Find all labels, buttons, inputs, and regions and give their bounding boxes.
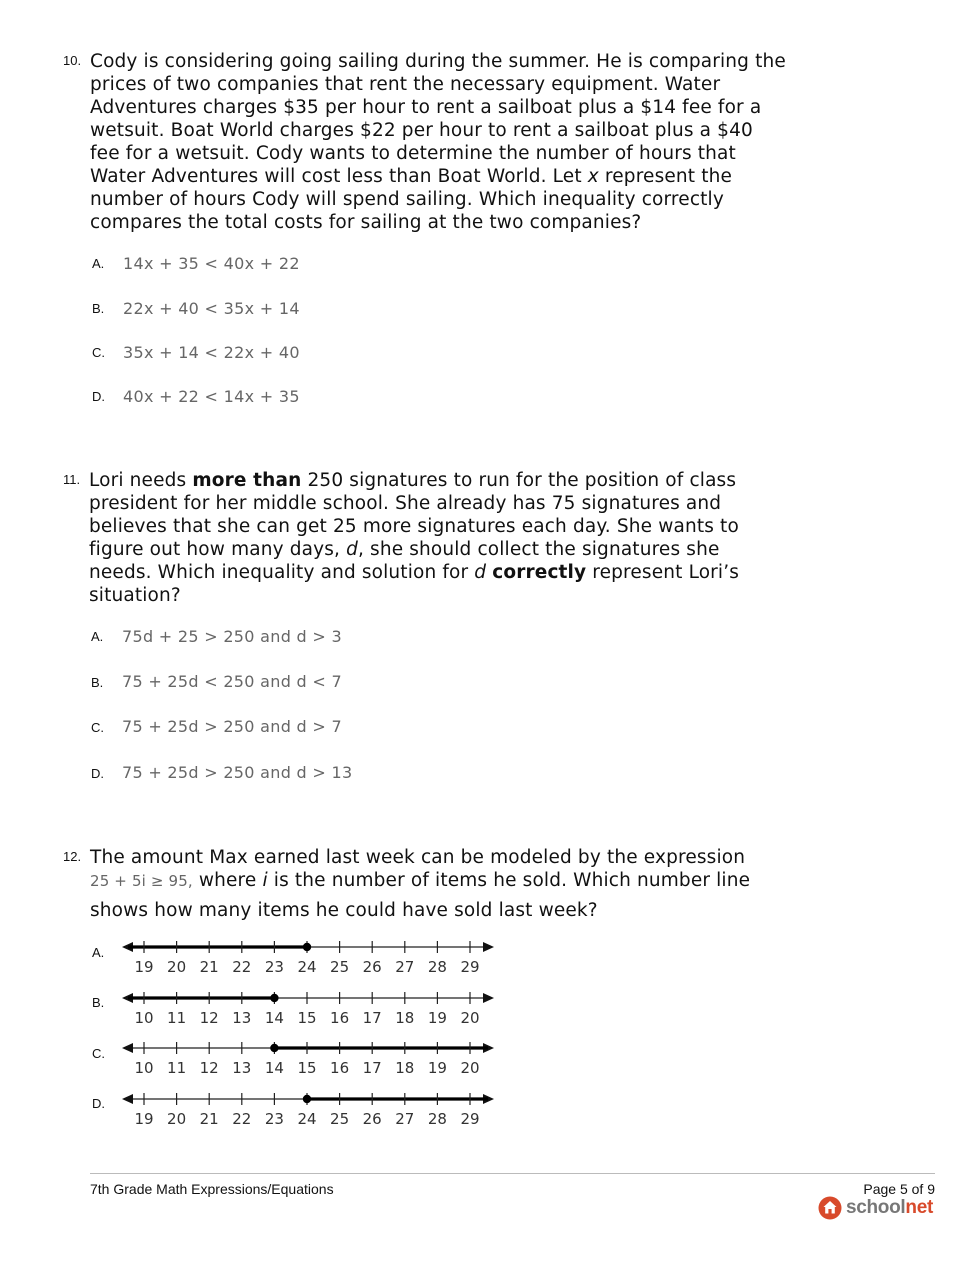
tick-label: 21 [199, 958, 219, 976]
right-arrowhead [483, 942, 494, 952]
tick-label: 14 [264, 1009, 284, 1027]
question-11-text [89, 469, 849, 607]
brand-text: schoolnet [845, 1197, 933, 1218]
tick-label: 14 [264, 1059, 284, 1077]
tick-label: 23 [264, 958, 284, 976]
tick-label: 23 [264, 1110, 284, 1128]
tick-label: 15 [297, 1009, 317, 1027]
tick-label: 28 [427, 1110, 447, 1128]
number-line-svg [122, 1037, 494, 1079]
number-line-svg [122, 1088, 494, 1130]
tick-label: 20 [167, 958, 187, 976]
q12-line: The amount Max earned last week can be modeled by the expression [90, 847, 746, 868]
tick-label: 21 [199, 1110, 219, 1128]
footer-page-number: Page 5 of 9 [863, 1181, 935, 1197]
tick-label: 29 [460, 958, 480, 976]
inline-inequality: 25 + 5i ≥ 95, [90, 872, 193, 890]
q12-line: 25 + 5i ≥ 95, where i is the number of items he sold. Which number line [90, 870, 751, 891]
option-expression: 35x + 14 < 22x + 40 [123, 343, 300, 362]
tick-label: 26 [362, 1110, 382, 1128]
left-arrowhead [122, 1043, 133, 1053]
tick-label: 25 [330, 958, 350, 976]
q10-line: Adventures charges $35 per hour to rent a sailboat plus a $14 fee for a [90, 97, 762, 118]
number-line-c [122, 1037, 494, 1083]
question-12-text [90, 846, 850, 922]
option-letter: A. [91, 629, 104, 644]
number-line-b [122, 987, 494, 1033]
tick-label: 22 [232, 1110, 252, 1128]
option-expression: 75 + 25d > 250 and d > 13 [122, 763, 353, 782]
tick-label: 11 [167, 1009, 187, 1027]
option-letter: D. [92, 389, 105, 404]
q10-line: number of hours Cody will spend sailing. Which inequality correctly [90, 189, 724, 210]
option-expression: 75 + 25d > 250 and d > 7 [122, 717, 342, 736]
house-icon [818, 1196, 842, 1220]
q11-line: believes that she can get 25 more signatures each day. She wants to [89, 516, 739, 537]
option-letter: B. [92, 995, 105, 1010]
tick-label: 10 [134, 1059, 154, 1077]
tick-label: 13 [232, 1059, 252, 1077]
q12-line: shows how many items he could have sold last week? [90, 900, 598, 921]
tick-label: 28 [427, 958, 447, 976]
q10-line: fee for a wetsuit. Cody wants to determine the number of hours that [90, 143, 736, 164]
option-letter: C. [92, 1046, 105, 1061]
q11-line: figure out how many days, d, she should collect the signatures she [89, 539, 720, 560]
tick-label: 25 [330, 1110, 350, 1128]
tick-label: 24 [297, 1110, 317, 1128]
tick-label: 16 [330, 1059, 350, 1077]
option-expression: 14x + 35 < 40x + 22 [123, 254, 300, 273]
closed-point [270, 994, 278, 1002]
option-letter: C. [92, 345, 105, 360]
option-letter: A. [92, 945, 105, 960]
tick-label: 13 [232, 1009, 252, 1027]
tick-label: 19 [134, 1110, 154, 1128]
footer-course-title: 7th Grade Math Expressions/Equations [90, 1181, 334, 1197]
number-line-d [122, 1088, 494, 1134]
q11-line: situation? [89, 585, 181, 606]
option-letter: B. [91, 675, 104, 690]
tick-label: 15 [297, 1059, 317, 1077]
tick-label: 24 [297, 958, 317, 976]
number-line-a [122, 936, 494, 982]
left-arrowhead [122, 1094, 133, 1104]
schoolnet-logo [818, 1196, 933, 1220]
closed-point [270, 1044, 278, 1052]
option-letter: B. [92, 301, 105, 316]
option-letter: D. [91, 766, 104, 781]
tick-label: 17 [362, 1059, 382, 1077]
option-letter: C. [91, 720, 104, 735]
tick-label: 12 [199, 1059, 219, 1077]
number-line-svg [122, 936, 494, 978]
option-letter: A. [92, 256, 105, 271]
tick-label: 19 [427, 1059, 447, 1077]
closed-point [303, 943, 311, 951]
tick-label: 16 [330, 1009, 350, 1027]
footer-divider [90, 1173, 935, 1174]
tick-label: 22 [232, 958, 252, 976]
q10-line: prices of two companies that rent the necessary equipment. Water [90, 74, 721, 95]
tick-label: 29 [460, 1110, 480, 1128]
option-expression: 40x + 22 < 14x + 35 [123, 387, 300, 406]
tick-label: 20 [460, 1059, 480, 1077]
tick-label: 18 [395, 1009, 415, 1027]
tick-label: 26 [362, 958, 382, 976]
tick-label: 11 [167, 1059, 187, 1077]
closed-point [303, 1095, 311, 1103]
q11-line: Lori needs more than 250 signatures to run for the position of class [89, 470, 737, 491]
tick-label: 27 [395, 1110, 415, 1128]
option-expression: 22x + 40 < 35x + 14 [123, 299, 300, 318]
tick-label: 19 [427, 1009, 447, 1027]
q10-line: wetsuit. Boat World charges $22 per hour to rent a sailboat plus a $40 [90, 120, 753, 141]
q11-line: needs. Which inequality and solution for d correctly represent Lori’s [89, 562, 740, 583]
option-letter: D. [92, 1096, 105, 1111]
option-expression: 75d + 25 > 250 and d > 3 [122, 627, 342, 646]
q11-line: president for her middle school. She already has 75 signatures and [89, 493, 722, 514]
tick-label: 20 [460, 1009, 480, 1027]
tick-label: 10 [134, 1009, 154, 1027]
question-10-number: 10. [63, 53, 82, 68]
question-10-text [90, 50, 850, 234]
q10-line: Water Adventures will cost less than Boat World. Let x represent the [90, 166, 733, 187]
option-expression: 75 + 25d < 250 and d < 7 [122, 672, 342, 691]
tick-label: 12 [199, 1009, 219, 1027]
tick-label: 27 [395, 958, 415, 976]
tick-label: 20 [167, 1110, 187, 1128]
right-arrowhead [483, 993, 494, 1003]
tick-label: 18 [395, 1059, 415, 1077]
question-11-number: 11. [63, 472, 81, 487]
q10-line: compares the total costs for sailing at the two companies? [90, 212, 642, 233]
question-12-number: 12. [63, 849, 82, 864]
tick-label: 17 [362, 1009, 382, 1027]
tick-label: 19 [134, 958, 154, 976]
number-line-svg [122, 987, 494, 1029]
q10-line: Cody is considering going sailing during the summer. He is comparing the [90, 51, 786, 72]
